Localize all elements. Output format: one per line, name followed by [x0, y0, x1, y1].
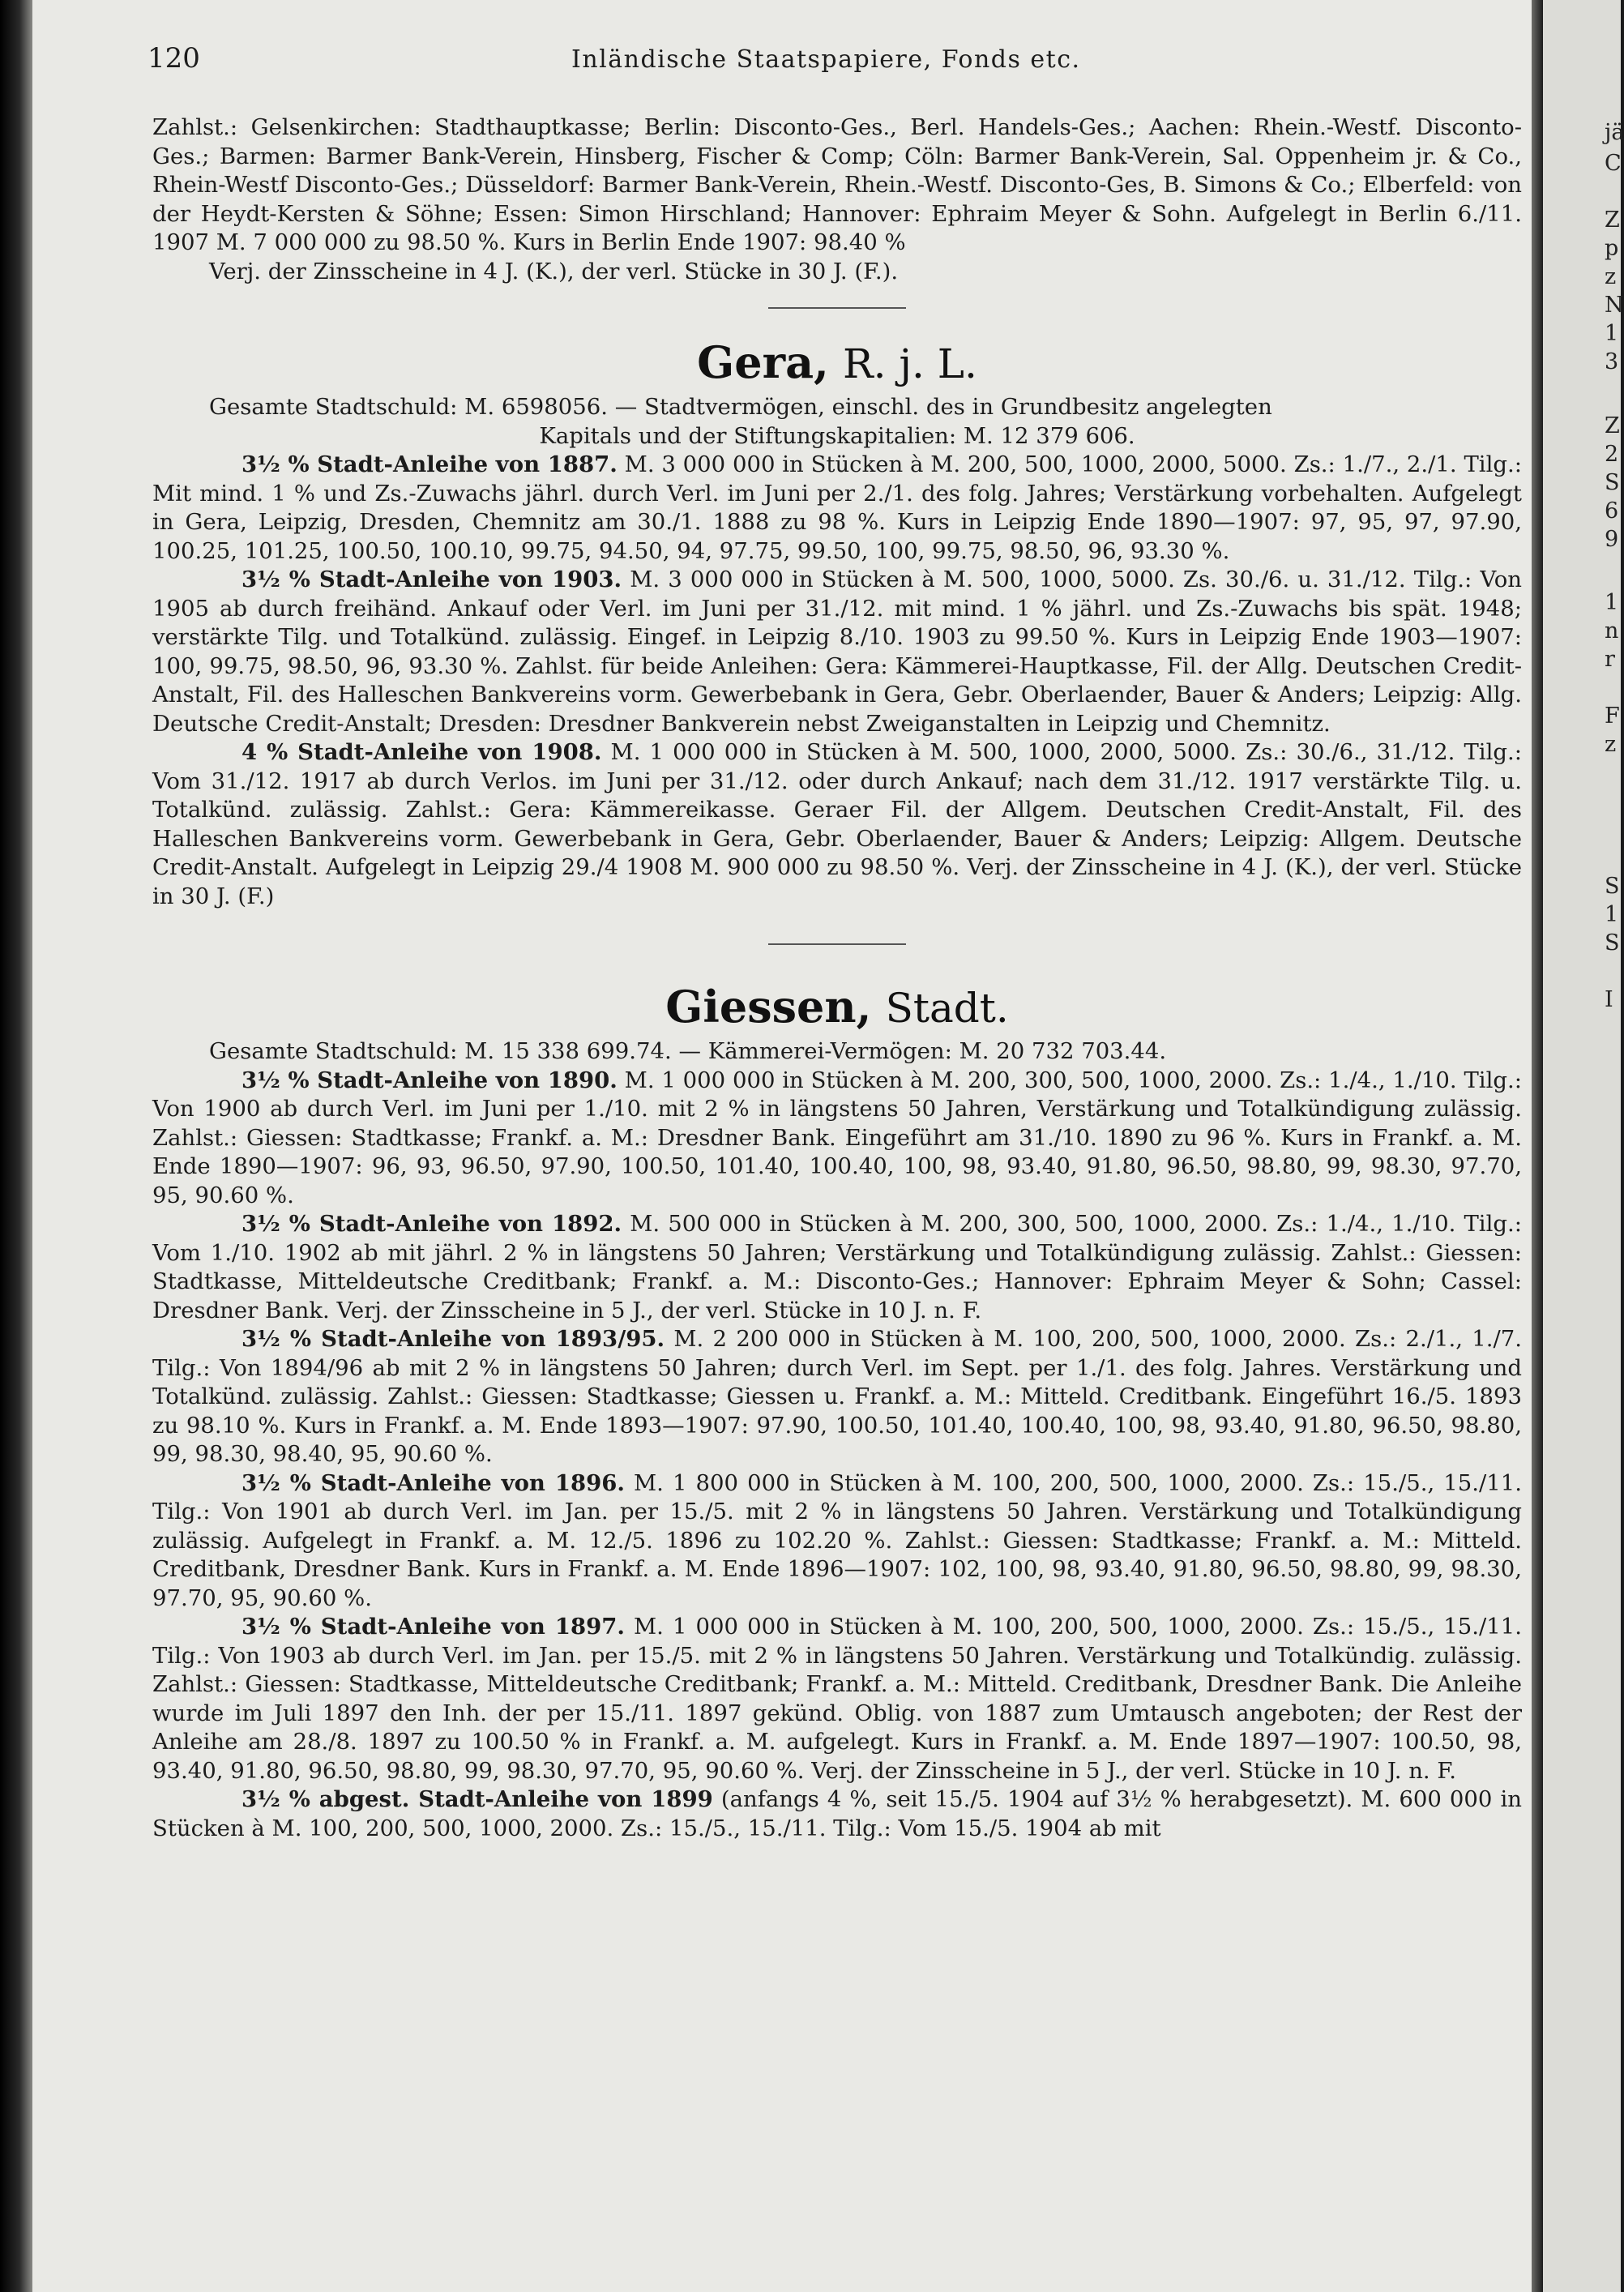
loan-details: M. 500 000 in Stücken à M. 200, 300, 500, 1000, 2000. Zs.: 1./4., 1./10. Tilg.: Vom 1./10. 1902 ab mit jährl. 2 % in längstens 50 Jahren; Verstärkung und Totalkündigung zulässig. Zahlst.: Giessen: Stadtkasse, Mitteldeutsche Creditbank; Frankf. a. M.: Disconto-Ges.; Hannover: Ephraim Meyer & Sohn; Cassel: Dresdner Bank. Verj. der Zinsscheine in 5 J., der verl. Stücke in 10 J. n. F. — [152, 1211, 1522, 1323]
loan-details: M. 1 800 000 in Stücken à M. 100, 200, 500, 1000, 2000. Zs.: 15./5., 15./11. Tilg.: Von 1901 ab durch Verl. im Jan. per 15./5. mit 2 % in längstens 50 Jahren. Verstärkung und Totalkündigung zulässig. Aufgelegt in Frankf. a. M. 12./5. 1896 zu 102.20 %. Zahlst.: Giessen: Stadtkasse; Frankf. a. M.: Mitteld. Creditbank, Dresdner Bank. Kurs in Frankf. a. M. Ende 1896—1907: 102, 100, 98, 93.40, 91.80, 96.50, 98.80, 99, 98.30, 97.70, 95, 90.60 %. — [152, 1469, 1522, 1611]
loan-entry — [152, 451, 1522, 566]
loan-entry — [152, 1469, 1522, 1614]
loan-title: 3½ % Stadt-Anleihe von 1893/95. — [241, 1326, 665, 1352]
running-header — [147, 42, 1525, 78]
page-body — [152, 113, 1522, 1843]
next-page-fragment: 6 — [1605, 498, 1619, 524]
next-page-fragment: Z — [1605, 207, 1620, 233]
next-page-fragment: 3 — [1605, 349, 1619, 374]
section-divider — [768, 307, 906, 309]
heading-suffix: R. j. L. — [843, 340, 977, 387]
loan-title: 3½ % Stadt-Anleihe von 1892. — [241, 1211, 622, 1237]
page-number: 120 — [147, 42, 200, 75]
gera-summary: Gesamte Stadtschuld: M. 6598056. — Stadtvermögen, einschl. des in Grundbesitz angelegten — [209, 394, 1272, 420]
next-page-fragment: Z — [1605, 413, 1620, 438]
next-page-edge — [1543, 0, 1624, 2292]
intro-paragraph: Zahlst.: Gelsenkirchen: Stadthauptkasse; Berlin: Disconto-Ges., Berl. Handels-Ges.; Aachen: Rhein.-Westf. Disconto-Ges.; Barmen: Barmer Bank-Verein, Hinsberg, Fischer & Comp; Cöln: Barmer Bank-Verein, Sal. Oppenheim jr. & Co., Rhein-Westf Disconto-Ges.; Düsseldorf: Barmer Bank-Verein, Rhein.-Westf. Disconto-Ges, B. Simons & Co.; Elberfeld: von der Heydt-Kersten & Söhne; Essen: Simon Hirschland; Hannover: Ephraim Meyer & Sohn. Aufgelegt in Berlin 6./11. 1907 M. 7 000 000 zu 98.50 %. Kurs in Berlin Ende 1907: 98.40 % — [152, 114, 1522, 255]
next-page-fragment: I — [1605, 987, 1613, 1012]
section-heading-gera — [152, 336, 1522, 390]
heading-name: Gera, — [697, 336, 829, 388]
next-page-fragment: z — [1605, 264, 1617, 289]
next-page-fragment: S — [1605, 470, 1620, 495]
next-page-fragment: p — [1605, 236, 1619, 261]
loan-title: 3½ % abgest. Stadt-Anleihe von 1899 — [241, 1786, 713, 1812]
loan-entry — [152, 1325, 1522, 1469]
heading-name: Giessen, — [665, 981, 872, 1033]
next-page-fragment: C — [1605, 151, 1622, 176]
loan-details: M. 1 000 000 in Stücken à M. 200, 300, 500, 1000, 2000. Zs.: 1./4., 1./10. Tilg.: Von 1900 ab durch Verl. im Juni per 1./10. mit 2 % in längstens 50 Jahren, Verstärkung und Totalkündigung zulässig. Zahlst.: Giessen: Stadtkasse; Frankf. a. M.: Dresdner Bank. Eingeführt am 31./10. 1890 zu 96 %. Kurs in Frankf. a. M. Ende 1890—1907: 96, 93, 96.50, 97.90, 100.50, 101.40, 100.40, 100, 98, 93.40, 91.80, 96.50, 98.80, 99, 98.30, 97.70, 95, 90.60 %. — [152, 1067, 1522, 1208]
loan-entry — [152, 738, 1522, 911]
next-page-fragment: jä — [1605, 120, 1624, 145]
book-spine-shadow — [0, 0, 32, 2292]
loan-entry — [152, 1210, 1522, 1325]
loan-details: (anfangs 4 %, seit 15./5. 1904 auf 3½ % herabgesetzt). M. 600 000 in Stücken à M. 100, 200, 500, 1000, 2000. Zs.: 15./5., 15./11. Tilg.: Vom 15./5. 1904 ab mit — [152, 1786, 1522, 1841]
loan-entry — [152, 1067, 1522, 1211]
gera-summary-continued: Kapitals und der Stiftungskapitalien: M. 12 379 606. — [539, 422, 1135, 449]
section-divider — [768, 943, 906, 945]
loan-entry — [152, 1785, 1522, 1843]
next-page-fragment: n — [1605, 618, 1619, 644]
loan-details: M. 3 000 000 in Stücken à M. 500, 1000, 5000. Zs. 30./6. u. 31./12. Tilg.: Von 1905 ab durch freihänd. Ankauf oder Verl. im Juni per 31./12. mit mind. 1 % jährl. und Zs.-Zuwachs bis spät. 1948; verstärkte Tilg. und Totalkünd. zulässig. Eingef. in Leipzig 8./10. 1903 zu 99.50 %. Kurs in Leipzig Ende 1903—1907: 100, 99.75, 98.50, 96, 93.30 %. Zahlst. für beide Anleihen: Gera: Kämmerei-Hauptkasse, Fil. der Allg. Deutschen Credit-Anstalt, Fil. des Halleschen Bankvereins vorm. Gewerbebank in Gera, Gebr. Oberlaender, Bauer & Anders; Leipzig: Allg. Deutsche Credit-Anstalt; Dresden: Dresdner Bankverein nebst Zweiganstalten in Leipzig und Chemnitz. — [152, 567, 1523, 737]
loan-title: 3½ % Stadt-Anleihe von 1903. — [241, 567, 622, 592]
loan-title: 3½ % Stadt-Anleihe von 1897. — [241, 1614, 625, 1640]
next-page-fragment: r — [1605, 647, 1615, 672]
next-page-fragment: 1 — [1605, 902, 1619, 927]
loan-title: 3½ % Stadt-Anleihe von 1890. — [241, 1067, 618, 1093]
heading-suffix: Stadt. — [885, 985, 1009, 1032]
loan-title: 4 % Stadt-Anleihe von 1908. — [241, 739, 602, 765]
running-title: Inländische Staatspapiere, Fonds etc. — [571, 45, 1081, 74]
next-page-fragment: 1 — [1605, 590, 1619, 615]
next-page-fragment: 2 — [1605, 442, 1619, 467]
loan-details: M. 3 000 000 in Stücken à M. 200, 500, 1000, 2000, 5000. Zs.: 1./7., 2./1. Tilg.: Mit mind. 1 % und Zs.-Zuwachs jährl. durch Verl. im Juni per 2./1. des folg. Jahres; Verstärkung vorbehalten. Aufgelegt in Gera, Leipzig, Dresden, Chemnitz am 30./1. 1888 zu 98 %. Kurs in Leipzig Ende 1890—1907: 97, 95, 97, 97.90, 100.25, 101.25, 100.50, 100.10, 99.75, 94.50, 94, 97.75, 99.50, 100, 99.75, 98.50, 96, 93.30 %. — [152, 451, 1522, 564]
next-page-fragment: F — [1605, 703, 1620, 729]
next-page-fragment: 1 — [1605, 321, 1619, 346]
loan-entry — [152, 566, 1522, 738]
page-gutter-shadow — [1532, 0, 1543, 2292]
loan-details: M. 1 000 000 in Stücken à M. 500, 1000, 2000, 5000. Zs.: 30./6., 31./12. Tilg.: Vom 31./12. 1917 ab durch Verlos. im Juni per 31./12. oder durch Ankauf; nach dem 31./12. 1917 verstärkte Tilg. u. Totalkünd. zulässig. Zahlst.: Gera: Kämmereikasse. Geraer Fil. der Allgem. Deutschen Credit-Anstalt, Fil. des Halleschen Bankvereins vorm. Gewerbebank in Gera, Gebr. Oberlaender, Bauer & Anders; Leipzig: Allgem. Deutsche Credit-Anstalt. Aufgelegt in Leipzig 29./4 1908 M. 900 000 zu 98.50 %. Verj. der Zinsscheine in 4 J. (K.), der verl. Stücke in 30 J. (F.) — [152, 739, 1522, 909]
next-page-fragment: N — [1605, 293, 1624, 318]
next-page-fragment: 9 — [1605, 527, 1619, 552]
giessen-summary: Gesamte Stadtschuld: M. 15 338 699.74. — Kämmerei-Vermögen: M. 20 732 703.44. — [209, 1038, 1167, 1064]
book-page — [32, 0, 1532, 2292]
loan-details: M. 2 200 000 in Stücken à M. 100, 200, 500, 1000, 2000. Zs.: 2./1., 1./7. Tilg.: Von 1894/96 ab mit 2 % in längstens 50 Jahren; durch Verl. im Sept. per 1./1. des folg. Jahres. Verstärkung und Totalkünd. zulässig. Zahlst.: Giessen: Stadtkasse; Giessen u. Frankf. a. M.: Mitteld. Creditbank. Eingeführt 16./5. 1893 zu 98.10 %. Kurs in Frankf. a. M. Ende 1893—1907: 97.90, 100.50, 101.40, 100.40, 100, 98, 93.40, 91.80, 96.50, 98.80, 99, 98.30, 98.40, 95, 90.60 %. — [152, 1326, 1522, 1467]
loan-entry — [152, 1613, 1522, 1785]
next-page-fragment: S — [1605, 874, 1620, 899]
loan-title: 3½ % Stadt-Anleihe von 1896. — [241, 1469, 625, 1496]
next-page-fragment: z — [1605, 732, 1617, 757]
intro-note: Verj. der Zinsscheine in 4 J. (K.), der verl. Stücke in 30 J. (F.). — [209, 258, 899, 284]
loan-title: 3½ % Stadt-Anleihe von 1887. — [241, 451, 618, 477]
next-page-fragment: S — [1605, 930, 1620, 956]
section-heading-giessen — [152, 981, 1522, 1034]
loan-details: M. 1 000 000 in Stücken à M. 100, 200, 500, 1000, 2000. Zs.: 15./5., 15./11. Tilg.: Von 1903 ab durch Verl. im Jan. per 15./5. mit 2 % in längstens 50 Jahren. Verstärkung und Totalkündig. zulässig. Zahlst.: Giessen: Stadtkasse, Mitteldeutsche Creditbank; Frankf. a. M.: Mitteld. Creditbank, Dresdner Bank. Die Anleihe wurde im Juli 1897 den Inh. der per 15./11. 1897 gekünd. Oblig. von 1887 zum Umtausch angeboten; der Rest der Anleihe am 28./8. 1897 zu 100.50 % in Frankf. a. M. aufgelegt. Kurs in Frankf. a. M. Ende 1897—1907: 100.50, 98, 93.40, 91.80, 96.50, 98.80, 99, 98.30, 97.70, 95, 90.60 %. Verj. der Zinsscheine in 5 J., der verl. Stücke in 10 J. n. F. — [152, 1614, 1522, 1784]
